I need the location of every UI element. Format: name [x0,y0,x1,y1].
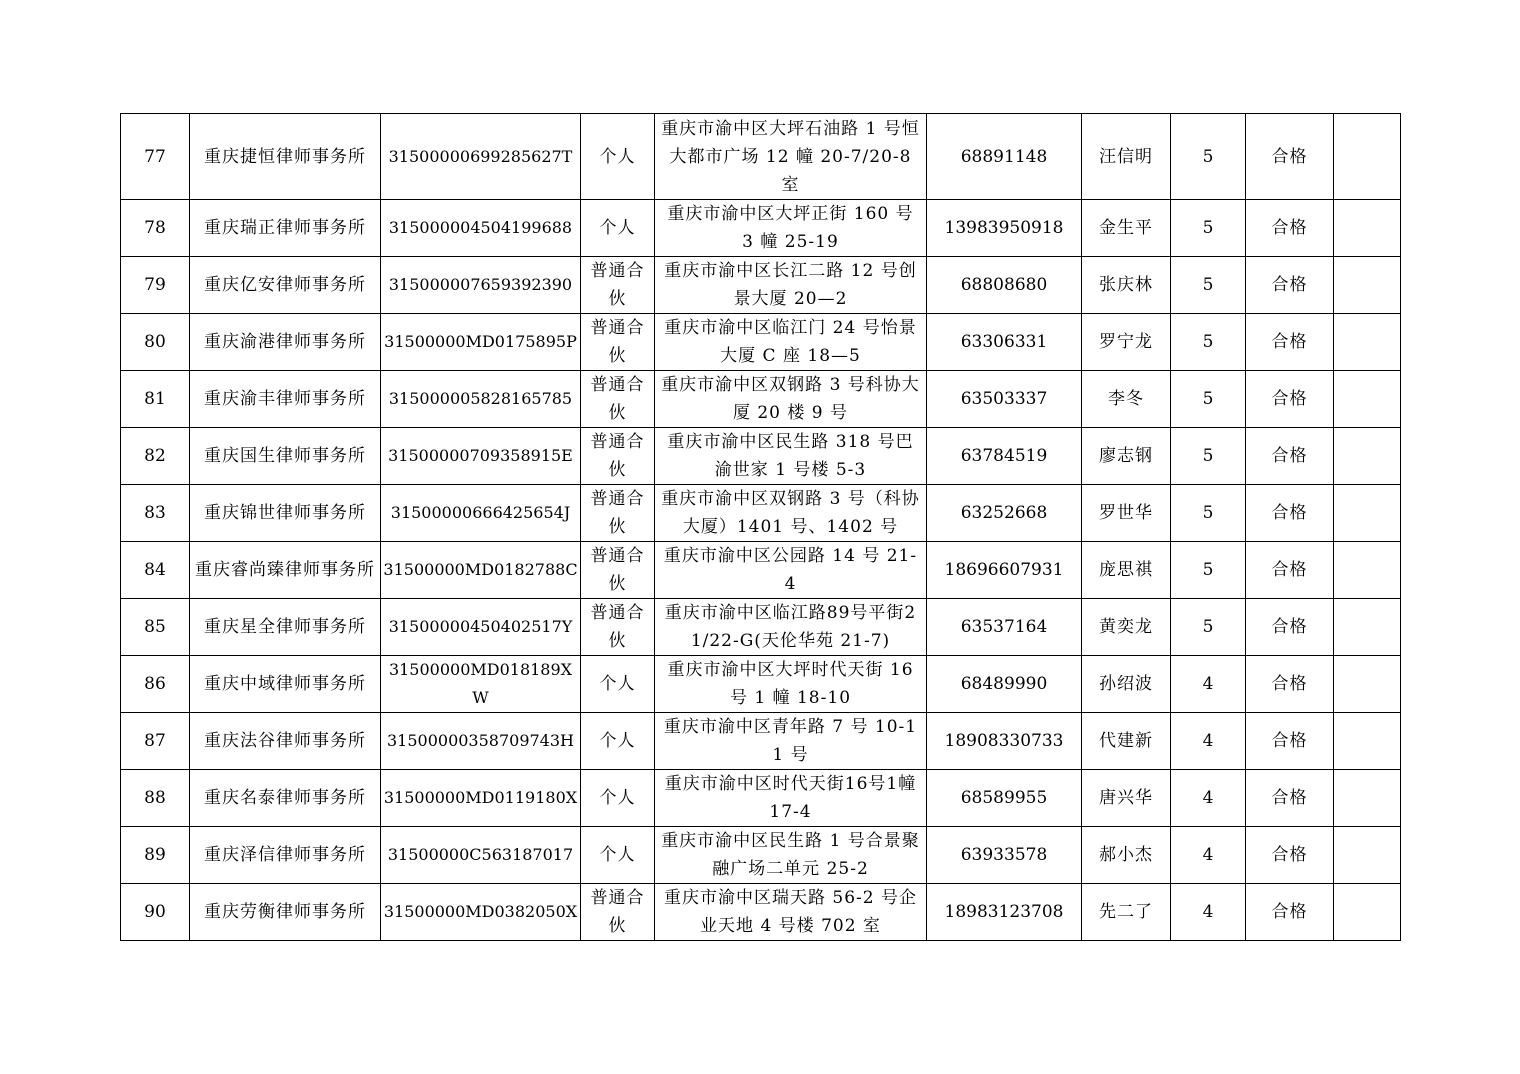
lawyer-count: 4 [1171,827,1246,884]
remarks [1334,257,1401,314]
firm-name: 重庆捷恒律师事务所 [190,114,381,200]
firm-name: 重庆劳衡律师事务所 [190,884,381,941]
credit-code: 31500000MD0175895P [381,314,581,371]
assessment-result: 合格 [1246,713,1334,770]
firm-address: 重庆市渝中区民生路 1 号合景聚融广场二单元 25-2 [655,827,927,884]
lawyer-count: 5 [1171,428,1246,485]
row-number: 81 [121,371,190,428]
row-number: 89 [121,827,190,884]
firm-phone: 68808680 [927,257,1082,314]
table-row [121,542,1401,599]
credit-code: 315000007659392390 [381,257,581,314]
lawyer-count: 4 [1171,713,1246,770]
assessment-result: 合格 [1246,827,1334,884]
row-number: 86 [121,656,190,713]
firm-phone: 63306331 [927,314,1082,371]
remarks [1334,599,1401,656]
firm-phone: 63933578 [927,827,1082,884]
firm-phone: 63503337 [927,371,1082,428]
firm-type: 普通合伙 [581,428,655,485]
table-row [121,599,1401,656]
responsible-person: 李冬 [1082,371,1171,428]
firm-phone: 63537164 [927,599,1082,656]
row-number: 77 [121,114,190,200]
firm-type: 个人 [581,713,655,770]
remarks [1334,713,1401,770]
lawyer-count: 5 [1171,371,1246,428]
firm-name: 重庆渝港律师事务所 [190,314,381,371]
firm-name: 重庆锦世律师事务所 [190,485,381,542]
assessment-result: 合格 [1246,542,1334,599]
row-number: 84 [121,542,190,599]
firm-type: 个人 [581,656,655,713]
remarks [1334,371,1401,428]
row-number: 87 [121,713,190,770]
credit-code: 31500000358709743H [381,713,581,770]
row-number: 79 [121,257,190,314]
firm-name: 重庆国生律师事务所 [190,428,381,485]
lawyer-count: 4 [1171,770,1246,827]
assessment-result: 合格 [1246,656,1334,713]
credit-code: 315000005828165785 [381,371,581,428]
firm-type: 普通合伙 [581,485,655,542]
credit-code: 31500000450402517Y [381,599,581,656]
firm-phone: 68489990 [927,656,1082,713]
assessment-result: 合格 [1246,428,1334,485]
remarks [1334,656,1401,713]
firm-name: 重庆泽信律师事务所 [190,827,381,884]
firm-phone: 18983123708 [927,884,1082,941]
lawyer-count: 5 [1171,257,1246,314]
table-row [121,485,1401,542]
lawyer-count: 5 [1171,542,1246,599]
table-row [121,314,1401,371]
lawyer-count: 5 [1171,599,1246,656]
credit-code: 31500000MD0382050X [381,884,581,941]
remarks [1334,200,1401,257]
credit-code: 315000004504199688 [381,200,581,257]
credit-code: 31500000709358915E [381,428,581,485]
firm-address: 重庆市渝中区瑞天路 56-2 号企业天地 4 号楼 702 室 [655,884,927,941]
table-row [121,428,1401,485]
assessment-result: 合格 [1246,200,1334,257]
firm-phone: 63784519 [927,428,1082,485]
table-row [121,114,1401,200]
assessment-result: 合格 [1246,884,1334,941]
responsible-person: 金生平 [1082,200,1171,257]
credit-code: 31500000C563187017 [381,827,581,884]
row-number: 78 [121,200,190,257]
assessment-result: 合格 [1246,770,1334,827]
firm-type: 普通合伙 [581,257,655,314]
firm-name: 重庆星全律师事务所 [190,599,381,656]
firm-name: 重庆渝丰律师事务所 [190,371,381,428]
firm-type: 普通合伙 [581,599,655,656]
credit-code: 31500000MD0119180X [381,770,581,827]
firm-address: 重庆市渝中区大坪石油路 1 号恒大都市广场 12 幢 20-7/20-8 室 [655,114,927,200]
firm-address: 重庆市渝中区临江路89号平街21/22-G(天伦华苑 21-7) [655,599,927,656]
table-row [121,713,1401,770]
law-firm-table [120,113,1401,941]
responsible-person: 黄奕龙 [1082,599,1171,656]
firm-phone: 63252668 [927,485,1082,542]
lawyer-count: 4 [1171,884,1246,941]
firm-name: 重庆法谷律师事务所 [190,713,381,770]
firm-name: 重庆睿尚臻律师事务所 [190,542,381,599]
assessment-result: 合格 [1246,485,1334,542]
firm-type: 个人 [581,827,655,884]
credit-code: 31500000MD018189XW [381,656,581,713]
lawyer-count: 5 [1171,314,1246,371]
firm-name: 重庆名泰律师事务所 [190,770,381,827]
table-row [121,200,1401,257]
credit-code: 31500000666425654J [381,485,581,542]
firm-type: 普通合伙 [581,884,655,941]
row-number: 83 [121,485,190,542]
table-row [121,371,1401,428]
firm-address: 重庆市渝中区时代天街16号1幢 17-4 [655,770,927,827]
assessment-result: 合格 [1246,314,1334,371]
firm-type: 普通合伙 [581,371,655,428]
responsible-person: 罗世华 [1082,485,1171,542]
firm-type: 普通合伙 [581,542,655,599]
firm-type: 个人 [581,770,655,827]
assessment-result: 合格 [1246,371,1334,428]
row-number: 82 [121,428,190,485]
firm-address: 重庆市渝中区大坪时代天街 16 号 1 幢 18-10 [655,656,927,713]
responsible-person: 张庆林 [1082,257,1171,314]
remarks [1334,542,1401,599]
firm-type: 个人 [581,200,655,257]
remarks [1334,428,1401,485]
table-row [121,257,1401,314]
table-row [121,827,1401,884]
firm-name: 重庆亿安律师事务所 [190,257,381,314]
remarks [1334,770,1401,827]
row-number: 90 [121,884,190,941]
responsible-person: 孙绍波 [1082,656,1171,713]
responsible-person: 廖志钢 [1082,428,1171,485]
responsible-person: 汪信明 [1082,114,1171,200]
firm-address: 重庆市渝中区临江门 24 号怡景大厦 C 座 18—5 [655,314,927,371]
assessment-result: 合格 [1246,599,1334,656]
lawyer-count: 5 [1171,485,1246,542]
row-number: 80 [121,314,190,371]
remarks [1334,485,1401,542]
responsible-person: 郝小杰 [1082,827,1171,884]
responsible-person: 罗宁龙 [1082,314,1171,371]
credit-code: 31500000699285627T [381,114,581,200]
firm-address: 重庆市渝中区长江二路 12 号创景大厦 20—2 [655,257,927,314]
firm-phone: 68589955 [927,770,1082,827]
firm-type: 普通合伙 [581,314,655,371]
table-row [121,770,1401,827]
table-row [121,884,1401,941]
firm-address: 重庆市渝中区青年路 7 号 10-11 号 [655,713,927,770]
lawyer-count: 4 [1171,656,1246,713]
firm-phone: 13983950918 [927,200,1082,257]
firm-name: 重庆中域律师事务所 [190,656,381,713]
responsible-person: 代建新 [1082,713,1171,770]
remarks [1334,314,1401,371]
row-number: 88 [121,770,190,827]
firm-address: 重庆市渝中区双钢路 3 号科协大厦 20 楼 9 号 [655,371,927,428]
firm-phone: 18908330733 [927,713,1082,770]
responsible-person: 唐兴华 [1082,770,1171,827]
firm-address: 重庆市渝中区公园路 14 号 21-4 [655,542,927,599]
remarks [1334,884,1401,941]
firm-phone: 18696607931 [927,542,1082,599]
responsible-person: 庞思祺 [1082,542,1171,599]
firm-phone: 68891148 [927,114,1082,200]
remarks [1334,827,1401,884]
lawyer-count: 5 [1171,114,1246,200]
firm-address: 重庆市渝中区大坪正街 160 号 3 幢 25-19 [655,200,927,257]
responsible-person: 先二了 [1082,884,1171,941]
lawyer-count: 5 [1171,200,1246,257]
firm-address: 重庆市渝中区民生路 318 号巴渝世家 1 号楼 5-3 [655,428,927,485]
row-number: 85 [121,599,190,656]
firm-address: 重庆市渝中区双钢路 3 号（科协大厦）1401 号、1402 号 [655,485,927,542]
assessment-result: 合格 [1246,114,1334,200]
assessment-result: 合格 [1246,257,1334,314]
firm-type: 个人 [581,114,655,200]
credit-code: 31500000MD0182788C [381,542,581,599]
firm-name: 重庆瑞正律师事务所 [190,200,381,257]
remarks [1334,114,1401,200]
table-row [121,656,1401,713]
